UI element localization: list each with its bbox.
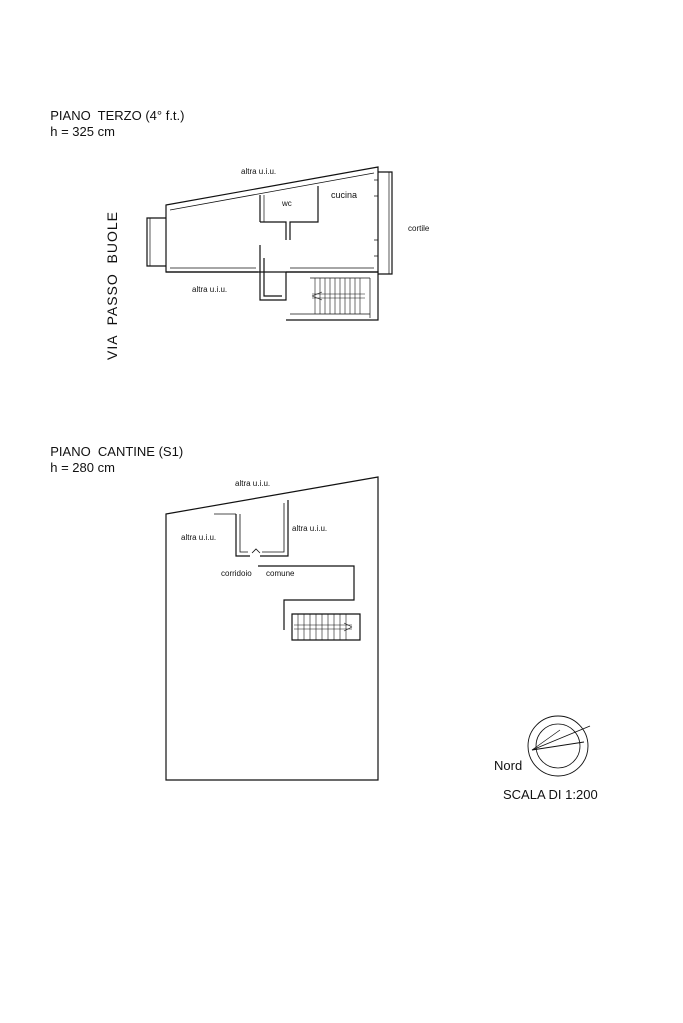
floor3-label-bottom: altra u.i.u. <box>192 285 228 294</box>
cellar-title-text: PIANO CANTINE (S1) <box>50 444 184 459</box>
cellar-label-corridor-b: comune <box>266 569 295 578</box>
floor3-title-text: PIANO TERZO (4° f.t.) <box>50 108 185 123</box>
street-name: VIA PASSO BUOLE <box>104 210 120 360</box>
floor3-label-wc: wc <box>282 199 292 208</box>
floor3-height-text: h = 325 cm <box>50 124 115 139</box>
cellar-stair <box>292 614 360 640</box>
cellar-label-left: altra u.i.u. <box>181 533 217 542</box>
cellar-label-top: altra u.i.u. <box>235 479 271 488</box>
floor3-label-courtyard: cortile <box>408 224 430 233</box>
cellar-label-corridor-a: corridoio <box>221 569 252 578</box>
floor3-label-top: altra u.i.u. <box>241 167 277 176</box>
scale-label: SCALA DI 1:200 <box>503 787 598 802</box>
cellar-unit <box>236 514 250 556</box>
north-compass-icon <box>528 716 590 776</box>
floor3-label-kitchen: cucina <box>331 190 358 200</box>
compass-label: Nord <box>494 758 523 773</box>
cellar-height-text: h = 280 cm <box>50 460 115 475</box>
cellar-label-right: altra u.i.u. <box>292 524 328 533</box>
